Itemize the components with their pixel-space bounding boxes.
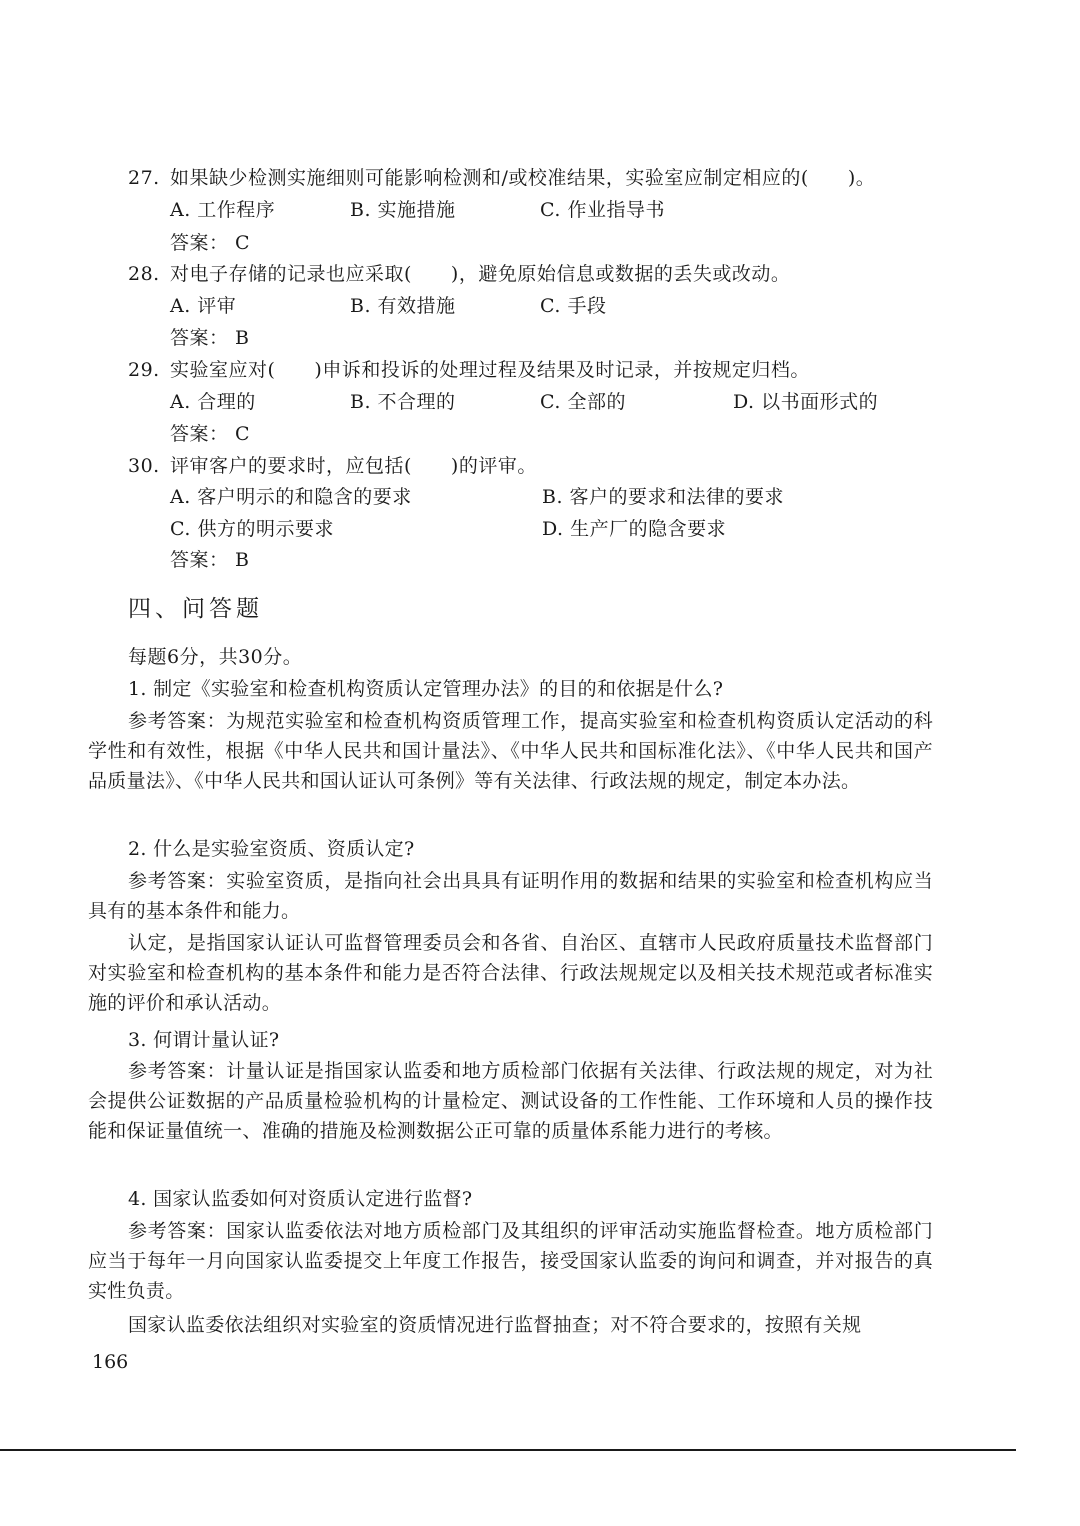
scoring-note: 每题6分，共30分。 bbox=[128, 646, 303, 668]
question-28 bbox=[128, 262, 790, 286]
answer: 答案： C bbox=[170, 423, 251, 445]
section-title: 四、问答题 bbox=[128, 596, 263, 622]
question-stem: 实验室应对( )申诉和投诉的处理过程及结果及时记录，并按规定归档。 bbox=[170, 359, 810, 381]
option-d: D. 以书面形式的 bbox=[733, 391, 879, 413]
question-stem: 对电子存储的记录也应采取( )，避免原始信息或数据的丢失或改动。 bbox=[170, 263, 791, 285]
qa-question-2: 2. 什么是实验室资质、资质认定? bbox=[128, 838, 415, 860]
qa-question-4: 4. 国家认监委如何对资质认定进行监督? bbox=[128, 1188, 473, 1210]
question-30 bbox=[128, 454, 537, 478]
question-number: 30. bbox=[128, 455, 160, 477]
option-b: B. 实施措施 bbox=[350, 199, 456, 221]
question-stem: 如果缺少检测实施细则可能影响检测和/或校准结果，实验室应制定相应的( )。 bbox=[170, 167, 876, 189]
option-c: C. 全部的 bbox=[540, 391, 626, 413]
question-number: 28. bbox=[128, 263, 160, 285]
answer: 答案： C bbox=[170, 232, 251, 254]
qa-answer-2-continued: 认定，是指国家认证认可监督管理委员会和各省、自治区、直辖市人民政府质量技术监督部门对实验室和检查机构的基本条件和能力是否符合法律、行政法规规定以及相关技术规范或者标准实施的评价和承认活动。 bbox=[88, 932, 933, 1015]
qa-answer-4: 参考答案：国家认监委依法对地方质检部门及其组织的评审活动实施监督检查。地方质检部门应当于每年一月向国家认监委提交上年度工作报告，接受国家认监委的询问和调查，并对报告的真实性负责。 bbox=[88, 1220, 933, 1303]
qa-answer-3: 参考答案：计量认证是指国家认监委和地方质检部门依据有关法律、行政法规的规定，对为社会提供公证数据的产品质量检验机构的计量检定、测试设备的工作性能、工作环境和人员的操作技能和保证量值统一、准确的措施及检测数据公正可靠的质量体系能力进行的考核。 bbox=[88, 1060, 933, 1143]
option-d: D. 生产厂的隐含要求 bbox=[542, 518, 727, 540]
option-a: A. 合理的 bbox=[170, 391, 256, 413]
option-b: B. 有效措施 bbox=[350, 295, 456, 317]
option-b: B. 客户的要求和法律的要求 bbox=[542, 486, 785, 508]
answer: 答案： B bbox=[170, 327, 250, 349]
option-b: B. 不合理的 bbox=[350, 391, 456, 413]
question-stem: 评审客户的要求时，应包括( )的评审。 bbox=[170, 455, 537, 477]
page-number: 166 bbox=[92, 1351, 129, 1373]
bottom-divider bbox=[0, 1449, 1016, 1451]
qa-answer-2: 参考答案：实验室资质，是指向社会出具具有证明作用的数据和结果的实验室和检查机构应当具有的基本条件和能力。 bbox=[88, 870, 933, 923]
answer: 答案： B bbox=[170, 549, 250, 571]
question-27 bbox=[128, 166, 875, 190]
option-a: A. 客户明示的和隐含的要求 bbox=[170, 486, 412, 508]
qa-question-1: 1. 制定《实验室和检查机构资质认定管理办法》的目的和依据是什么? bbox=[128, 678, 724, 700]
qa-question-3: 3. 何谓计量认证? bbox=[128, 1029, 280, 1051]
option-a: A. 工作程序 bbox=[170, 199, 276, 221]
option-a: A. 评审 bbox=[170, 295, 237, 317]
question-number: 27. bbox=[128, 167, 160, 189]
qa-answer-4-continued: 国家认监委依法组织对实验室的资质情况进行监督抽查；对不符合要求的，按照有关规 bbox=[128, 1314, 862, 1336]
question-29 bbox=[128, 358, 810, 382]
qa-answer-1: 参考答案：为规范实验室和检查机构资质管理工作，提高实验室和检查机构资质认定活动的科学性和有效性，根据《中华人民共和国计量法》、《中华人民共和国标准化法》、《中华人民共和国产品质量法》、《中华人民共和国认证认可条例》等有关法律、行政法规的规定，制定本办法。 bbox=[88, 710, 933, 793]
option-c: C. 手段 bbox=[540, 295, 607, 317]
option-c: C. 供方的明示要求 bbox=[170, 518, 334, 540]
question-number: 29. bbox=[128, 359, 160, 381]
option-c: C. 作业指导书 bbox=[540, 199, 665, 221]
